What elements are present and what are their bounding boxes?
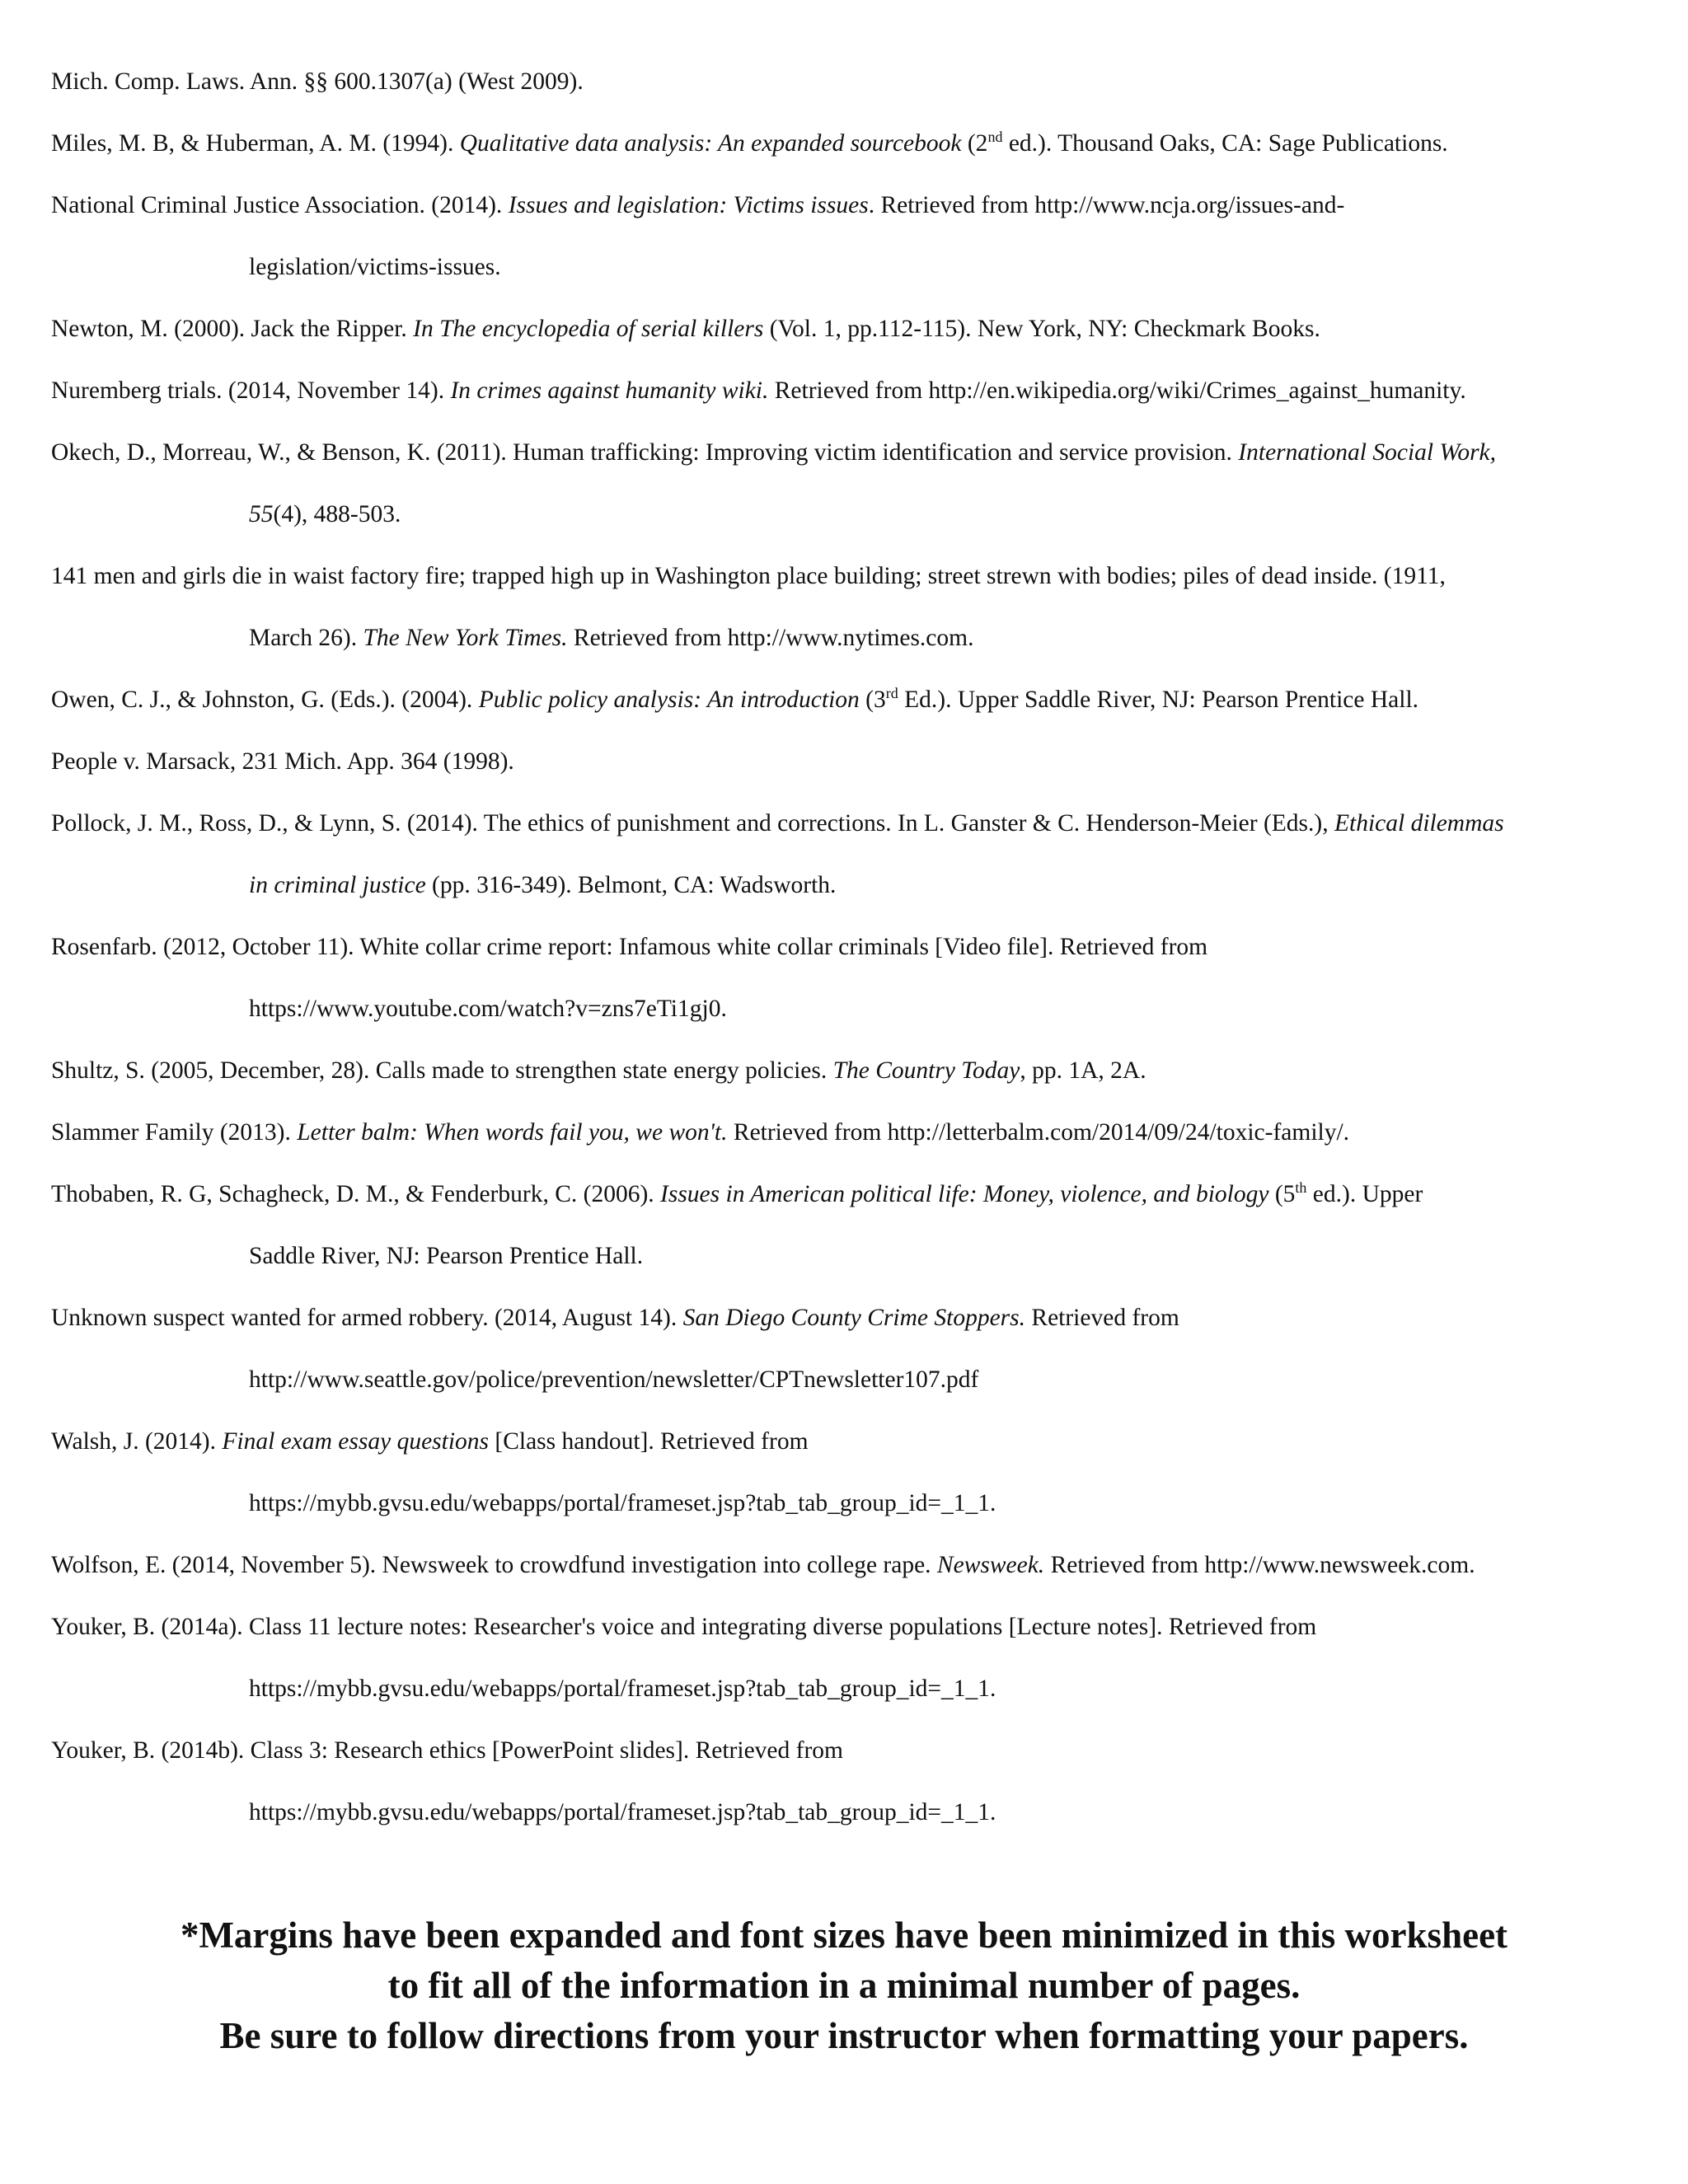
- ordinal-suffix: nd: [987, 129, 1003, 145]
- reference-first-line: [51, 175, 1658, 237]
- italic-title: San Diego County Crime Stoppers.: [682, 1305, 1026, 1331]
- reference-entry: [51, 422, 1658, 546]
- reference-text: Retrieved from http://en.wikipedia.org/wiki/Crimes_against_humanity.: [768, 377, 1466, 404]
- reference-first-line: [51, 546, 1658, 607]
- reference-first-line: [51, 1102, 1658, 1164]
- reference-text: https://www.youtube.com/watch?v=zns7eTi1gj0.: [249, 996, 727, 1022]
- reference-entry: [51, 731, 1658, 793]
- reference-text: (Vol. 1, pp.112-115). New York, NY: Checkmark Books.: [763, 316, 1320, 342]
- italic-title: In crimes against humanity wiki.: [450, 377, 769, 404]
- reference-first-line: [51, 1720, 1658, 1782]
- reference-text: (3: [859, 687, 886, 713]
- italic-title: The Country Today: [832, 1057, 1020, 1084]
- italic-title: Ethical dilemmas: [1334, 810, 1504, 837]
- reference-first-line: [51, 360, 1658, 422]
- reference-entry: [51, 1164, 1658, 1287]
- reference-text: Retrieved from http://www.newsweek.com.: [1044, 1552, 1475, 1578]
- reference-first-line: [51, 731, 1658, 793]
- note-line-1: *Margins have been expanded and font sizes have been minimized in this worksheet: [180, 1915, 1508, 1956]
- reference-entry: [51, 1596, 1658, 1720]
- note-line-2: to fit all of the information in a minimal number of pages.: [387, 1965, 1301, 2006]
- italic-title: in criminal justice: [249, 872, 426, 898]
- reference-text: Retrieved from http://www.nytimes.com.: [567, 625, 974, 651]
- reference-text: Retrieved from: [1025, 1305, 1179, 1331]
- reference-first-line: [51, 51, 1658, 113]
- reference-entry: [51, 793, 1658, 916]
- reference-text: Miles, M. B, & Huberman, A. M. (1994).: [51, 130, 460, 157]
- reference-entry: [51, 916, 1658, 1040]
- reference-entry: [51, 51, 1658, 113]
- italic-title: Issues and legislation: Victims issues: [508, 192, 869, 218]
- reference-continuation-line: [150, 978, 1658, 1040]
- italic-title: Qualitative data analysis: An expanded sourcebook: [459, 130, 962, 157]
- reference-continuation-line: [150, 237, 1658, 298]
- reference-first-line: [51, 422, 1658, 484]
- reference-text: Unknown suspect wanted for armed robbery. (2014, August 14).: [51, 1305, 683, 1331]
- italic-title: International Social Work,: [1238, 439, 1497, 466]
- reference-first-line: [51, 1596, 1658, 1658]
- reference-continuation-line: [150, 607, 1658, 669]
- reference-text: People v. Marsack, 231 Mich. App. 364 (1998).: [51, 748, 514, 775]
- reference-first-line: [51, 113, 1658, 175]
- reference-entry: [51, 1720, 1658, 1844]
- reference-text: https://mybb.gvsu.edu/webapps/portal/frameset.jsp?tab_tab_group_id=_1_1.: [249, 1799, 996, 1825]
- reference-text: March 26).: [249, 625, 363, 651]
- italic-title: 55: [249, 501, 274, 527]
- reference-text: Rosenfarb. (2012, October 11). White collar crime report: Infamous white collar criminals [Video file]. Retrieved from: [51, 934, 1208, 960]
- reference-text: Thobaben, R. G, Schagheck, D. M., & Fenderburk, C. (2006).: [51, 1181, 661, 1207]
- reference-text: Shultz, S. (2005, December, 28). Calls made to strengthen state energy policies.: [51, 1057, 833, 1084]
- reference-text: (5: [1268, 1181, 1296, 1207]
- reference-entry: [51, 669, 1658, 731]
- ordinal-suffix: th: [1295, 1179, 1307, 1196]
- reference-first-line: [51, 1164, 1658, 1226]
- italic-title: Newsweek.: [936, 1552, 1045, 1578]
- italic-title: In The encyclopedia of serial killers: [413, 316, 764, 342]
- reference-first-line: [51, 669, 1658, 731]
- reference-text: . Retrieved from http://www.ncja.org/issues-and-: [868, 192, 1345, 218]
- reference-text: Wolfson, E. (2014, November 5). Newsweek to crowdfund investigation into college rape.: [51, 1552, 937, 1578]
- reference-entry: [51, 1535, 1658, 1596]
- reference-text: https://mybb.gvsu.edu/webapps/portal/frameset.jsp?tab_tab_group_id=_1_1.: [249, 1675, 996, 1702]
- reference-text: Youker, B. (2014a). Class 11 lecture notes: Researcher's voice and integrating diverse populations [Lecture notes]. Retrieved from: [51, 1614, 1317, 1640]
- reference-text: 141 men and girls die in waist factory fire; trapped high up in Washington place building; street strewn with bodies; piles of dead inside. (1911,: [51, 563, 1446, 589]
- reference-text: ed.). Upper: [1306, 1181, 1423, 1207]
- reference-text: ed.). Thousand Oaks, CA: Sage Publications.: [1002, 130, 1448, 157]
- reference-text: Pollock, J. M., Ross, D., & Lynn, S. (2014). The ethics of punishment and corrections. In L. Ganster & C. Henderson-Meier (Eds.),: [51, 810, 1334, 837]
- reference-continuation-line: [150, 1473, 1658, 1535]
- reference-text: Mich. Comp. Laws. Ann. §§ 600.1307(a) (West 2009).: [51, 68, 584, 95]
- reference-text: Nuremberg trials. (2014, November 14).: [51, 377, 451, 404]
- reference-text: http://www.seattle.gov/police/prevention/newsletter/CPTnewsletter107.pdf: [249, 1366, 979, 1393]
- reference-entry: [51, 546, 1658, 669]
- reference-continuation-line: [150, 1658, 1658, 1720]
- reference-first-line: [51, 1040, 1658, 1102]
- reference-text: Youker, B. (2014b). Class 3: Research ethics [PowerPoint slides]. Retrieved from: [51, 1737, 843, 1764]
- reference-text: (4), 488-503.: [273, 501, 401, 527]
- reference-text: Newton, M. (2000). Jack the Ripper.: [51, 316, 414, 342]
- reference-entry: [51, 113, 1658, 175]
- italic-title: Public policy analysis: An introduction: [478, 687, 860, 713]
- reference-text: https://mybb.gvsu.edu/webapps/portal/frameset.jsp?tab_tab_group_id=_1_1.: [249, 1490, 996, 1516]
- reference-first-line: [51, 916, 1658, 978]
- reference-first-line: [51, 793, 1658, 855]
- formatting-note: [0, 1910, 1688, 2061]
- reference-continuation-line: [150, 1226, 1658, 1287]
- reference-first-line: [51, 1535, 1658, 1596]
- reference-text: , pp. 1A, 2A.: [1020, 1057, 1146, 1084]
- reference-first-line: [51, 1411, 1658, 1473]
- reference-continuation-line: [150, 855, 1658, 916]
- reference-text: (2: [961, 130, 988, 157]
- note-line-3: Be sure to follow directions from your instructor when formatting your papers.: [219, 2015, 1469, 2056]
- reference-entry: [51, 298, 1658, 360]
- reference-continuation-line: [150, 484, 1658, 546]
- reference-entry: [51, 1040, 1658, 1102]
- reference-entry: [51, 1287, 1658, 1411]
- reference-text: Walsh, J. (2014).: [51, 1428, 223, 1455]
- reference-entry: [51, 1102, 1658, 1164]
- reference-entry: [51, 360, 1658, 422]
- reference-text: (pp. 316-349). Belmont, CA: Wadsworth.: [425, 872, 837, 898]
- reference-text: National Criminal Justice Association. (2014).: [51, 192, 509, 218]
- italic-title: The New York Times.: [363, 625, 568, 651]
- reference-entry: [51, 175, 1658, 298]
- reference-text: Slammer Family (2013).: [51, 1119, 298, 1146]
- reference-text: Owen, C. J., & Johnston, G. (Eds.). (2004).: [51, 687, 479, 713]
- italic-title: Final exam essay questions: [222, 1428, 490, 1455]
- reference-text: Ed.). Upper Saddle River, NJ: Pearson Prentice Hall.: [898, 687, 1419, 713]
- reference-list: [51, 51, 1658, 1844]
- reference-text: Retrieved from http://letterbalm.com/2014/09/24/toxic-family/.: [727, 1119, 1350, 1146]
- reference-text: [Class handout]. Retrieved from: [489, 1428, 809, 1455]
- reference-continuation-line: [150, 1349, 1658, 1411]
- italic-title: Letter balm: When words fail you, we won't.: [297, 1119, 728, 1146]
- reference-text: Saddle River, NJ: Pearson Prentice Hall.: [249, 1243, 644, 1269]
- reference-text: legislation/victims-issues.: [249, 254, 501, 280]
- reference-first-line: [51, 1287, 1658, 1349]
- reference-entry: [51, 1411, 1658, 1535]
- reference-continuation-line: [150, 1782, 1658, 1844]
- italic-title: Issues in American political life: Money, violence, and biology: [660, 1181, 1269, 1207]
- reference-text: Okech, D., Morreau, W., & Benson, K. (2011). Human trafficking: Improving victim identification and service provision.: [51, 439, 1239, 466]
- reference-first-line: [51, 298, 1658, 360]
- ordinal-suffix: rd: [885, 685, 898, 701]
